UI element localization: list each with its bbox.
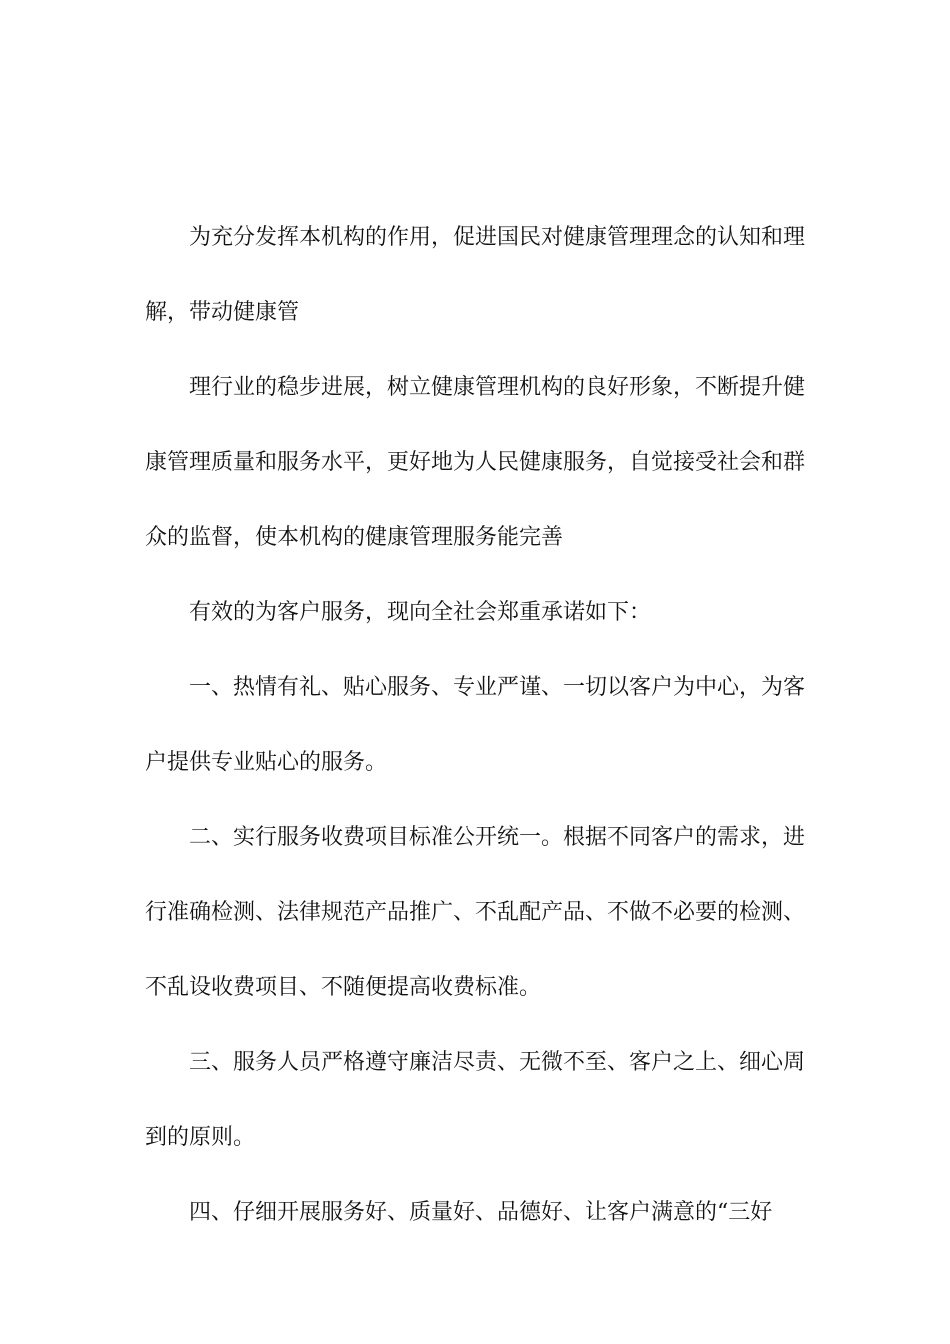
paragraph-item-4: 四、仔细开展服务好、质量好、品德好、让客户满意的“三好 <box>189 1200 773 1225</box>
paragraph-intro-2: 理行业的稳步进展，树立健康管理机构的良好形象，不断提升健康管理质量和服务水平，更好地为人民健康服务，自觉接受社会和群众的监督，使本机构的健康管理服务能完善 <box>145 375 806 550</box>
paragraph-item-3: 三、服务人员严格遵守廉洁尽责、无微不至、客户之上、细心周到的原则。 <box>145 1050 806 1150</box>
paragraph-item-2: 二、实行服务收费项目标准公开统一。根据不同客户的需求，进行准确检测、法律规范产品推广、不乱配产品、不做不必要的检测、不乱设收费项目、不随便提高收费标准。 <box>145 825 806 1000</box>
paragraph-intro-3: 有效的为客户服务，现向全社会郑重承诺如下： <box>189 600 652 625</box>
paragraph-intro-1: 为充分发挥本机构的作用，促进国民对健康管理理念的认知和理解，带动健康管 <box>145 225 806 325</box>
document-body <box>145 200 805 1250</box>
paragraph-item-1: 一、热情有礼、贴心服务、专业严谨、一切以客户为中心，为客户提供专业贴心的服务。 <box>145 675 806 775</box>
